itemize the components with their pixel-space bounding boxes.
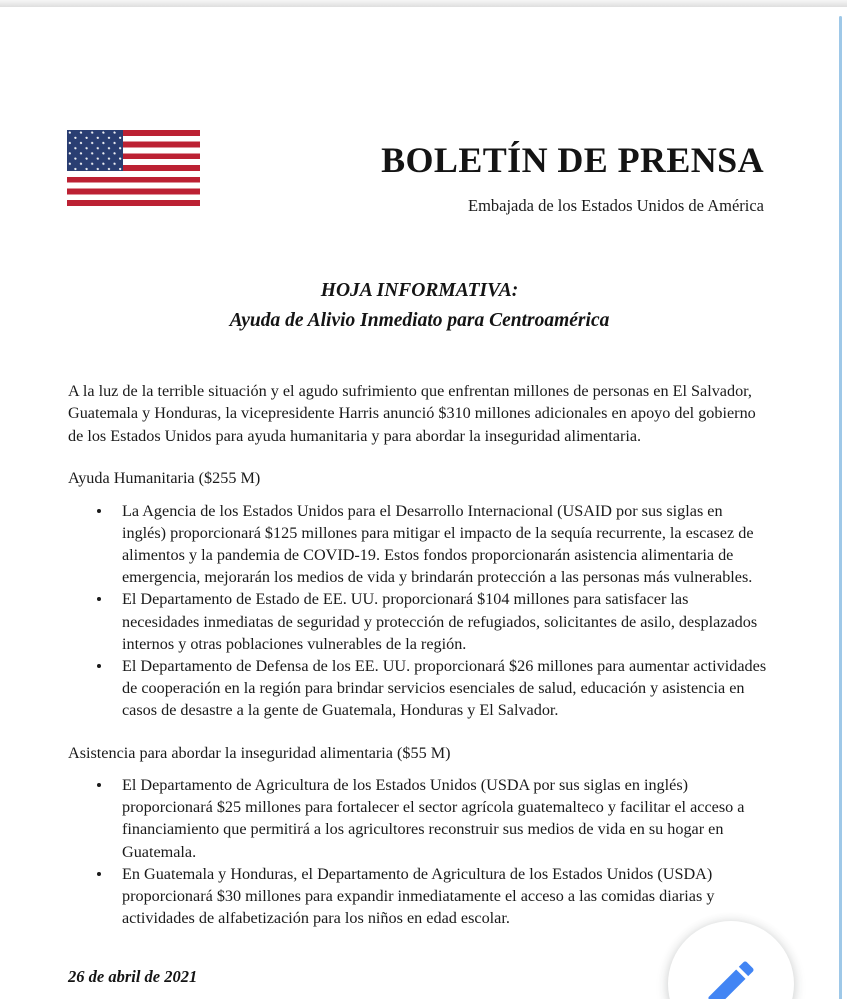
- us-flag-icon: [67, 130, 200, 206]
- list-item: El Departamento de Agricultura de los Estados Unidos (USDA por sus siglas en inglés) proporcionará $25 millones para fortalecer el sector agrícola guatemalteco y facilitar el acceso a financiamiento que permitirá a los agricultores reconstruir sus medios de vida en su hogar en Guatemala.: [68, 774, 768, 863]
- masthead-subtitle: Embajada de los Estados Unidos de América: [467, 196, 764, 215]
- list-item: En Guatemala y Honduras, el Departamento de Agricultura de los Estados Unidos (USDA) proporcionará $30 millones para expandir inmediatamente el acceso a las comidas diarias y actividades de alfabetización para los niños en edad escolar.: [68, 863, 768, 930]
- scrollbar-track[interactable]: [839, 8, 847, 999]
- flag-stars: [67, 130, 123, 171]
- intro-paragraph: A la luz de la terrible situación y el agudo sufrimiento que enfrentan millones de personas en El Salvador, Guatemala y Honduras, la vicepresidente Harris anunció $310 millones adicionales en apoyo del gobierno de los Estados Unidos para ayuda humanitaria y para abordar la inseguridad alimentaria.: [68, 382, 756, 445]
- section-heading-humanitarian: Ayuda Humanitaria ($255 M): [68, 469, 261, 488]
- list-item: El Departamento de Defensa de los EE. UU. proporcionará $26 millones para aumentar actividades de cooperación en la región para brindar servicios esenciales de salud, educación y asistencia en casos de desastre a la gente de Guatemala, Honduras y El Salvador.: [68, 655, 768, 722]
- page-title-line1: HOJA INFORMATIVA:: [320, 280, 519, 301]
- list-item: El Departamento de Estado de EE. UU. proporcionará $104 millones para satisfacer las necesidades inmediatas de seguridad y protección de refugiados, solicitantes de asilo, desplazados internos y otras poblaciones vulnerables de la región.: [68, 588, 768, 655]
- section-heading-food-security: Asistencia para abordar la inseguridad alimentaria ($55 M): [68, 743, 451, 762]
- document-page: [0, 8, 839, 999]
- page-title: [0, 276, 839, 336]
- list-item: La Agencia de los Estados Unidos para el Desarrollo Internacional (USAID por sus siglas en inglés) proporcionará $125 millones para mitigar el impacto de la sequía recurrente, la escasez de alimentos y la pandemia de COVID-19. Estos fondos proporcionarán asistencia alimentaria de emergencia, mejorarán los medios de vida y brindarán protección a las personas más vulnerables.: [68, 500, 768, 589]
- scrollbar-thumb[interactable]: [839, 16, 842, 999]
- masthead-title: BOLETÍN DE PRENSA: [381, 140, 764, 180]
- viewer-top-bar: [0, 0, 847, 7]
- bullet-list-food-security: [68, 774, 768, 929]
- document-body: [68, 380, 768, 949]
- document-date: 26 de abril de 2021: [68, 967, 198, 986]
- masthead: [0, 8, 839, 238]
- bullet-list-humanitarian: [68, 500, 768, 722]
- pencil-icon: [701, 954, 761, 999]
- page-title-line2: Ayuda de Alivio Inmediato para Centroamérica: [229, 310, 610, 331]
